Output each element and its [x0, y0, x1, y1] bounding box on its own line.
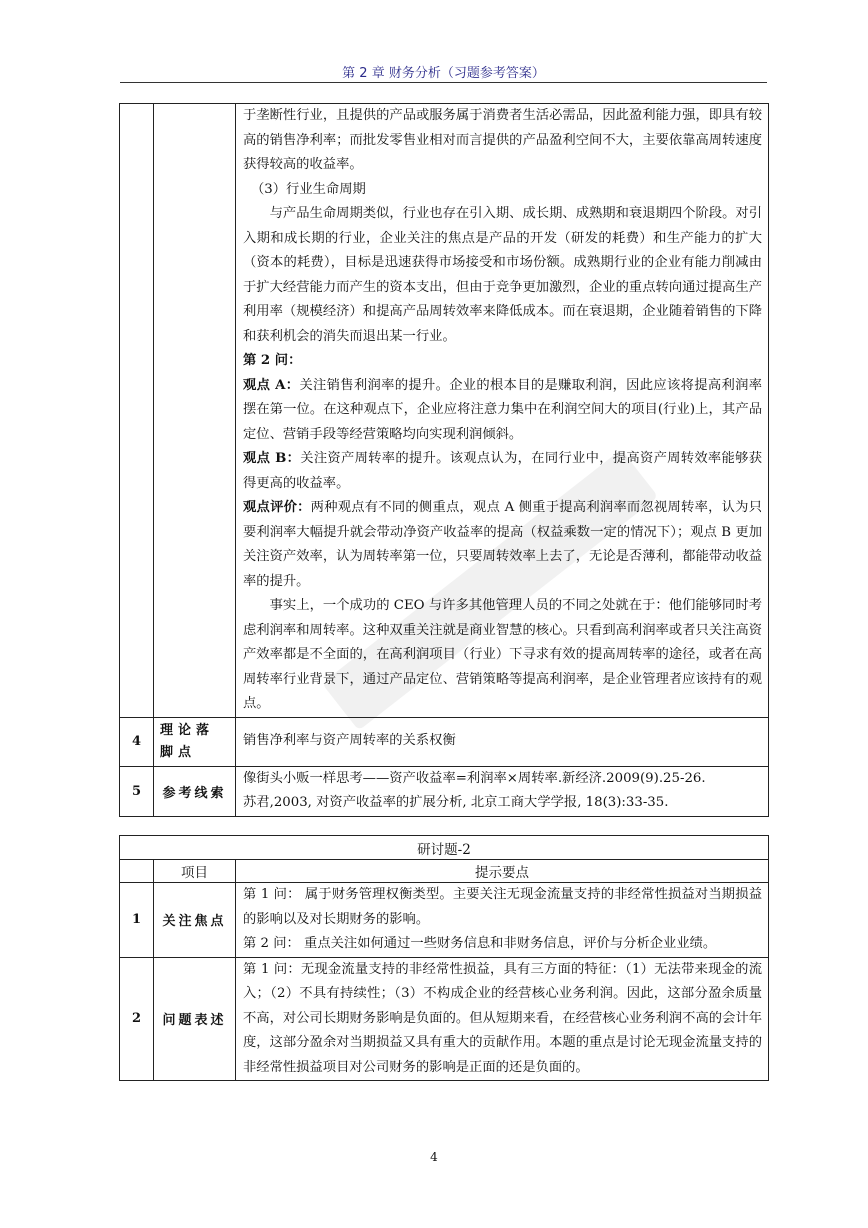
evaluation-label: 观点评价：	[243, 500, 311, 515]
header-empty	[120, 860, 154, 883]
reference-line: 像街头小贩一样思考——资产收益率=利润率×周转率.新经济.2009(9).25-26.	[243, 770, 706, 786]
table-title: 研讨题-2	[120, 836, 769, 860]
answer-table-1	[119, 103, 769, 817]
paragraph: 与产品生命周期类似，行业也存在引入期、成长期、成熟期和衰退期四个阶段。对引入期和成长期的行业，企业关注的焦点是产品的开发（研发的耗费）和生产能力的扩大（资本的耗费），目标是迅速获得市场接受和市场份额。成熟期行业的企业有能力削减由于扩大经营能力而产生的资本支出，但由于竞争更加激烈，企业的重点转向通过提高生产利用率（规模经济）和提高产品周转效率来降低成本。而在衰退期，企业随着销售的下降和获利机会的消失而退出某一行业。	[243, 206, 762, 344]
conclusion-paragraph: 事实上，一个成功的 CEO 与许多其他管理人员的不同之处就在于：他们能够同时考虑利润率和周转率。这种双重关注就是商业智慧的核心。只看到高利润率或者只关注高资产效率都是不全面的，在高利润项目（行业）下寻求有效的提高周转率的途径，或者在高周转率行业背景下，通过产品定位、营销策略等提高利润率，是企业管理者应该持有的观点。	[243, 598, 762, 711]
page-number: 4	[430, 1150, 438, 1164]
paragraph: 第 1 问： 属于财务管理权衡类型。主要关注无现金流量支持的非经常性损益对当期损益的影响以及对长期财务的影响。	[243, 887, 762, 927]
view-b-text: 关注资产周转率的提升。该观点认为，在同行业中，提高资产周转效率能够获得更高的收益率。	[243, 451, 763, 491]
row-content: 销售净利率与资产周转率的关系权衡	[236, 717, 769, 766]
row-content: 第 1 问：无现金流量支持的非经常性损益，具有三方面的特征：（1）无法带来现金的流入；（2）不具有持续性；（3）不构成企业的经营核心业务利润。因此，这部分盈余质量不高，对公司长期财务影响是负面的。但从短期来看，在经营核心业务利润不高的会计年度，这部分盈余对当期损益又具有重大的贡献作用。本题的重点是讨论无现金流量支持的非经常性损益项目对公司财务的影响是正面的还是负面的。	[236, 957, 769, 1081]
view-a-label: 观点 A：	[243, 377, 300, 393]
row-content	[236, 104, 769, 718]
header-item: 项目	[154, 860, 236, 883]
row-content	[236, 883, 769, 958]
row-number: 2	[120, 957, 154, 1081]
question-2-heading: 第 2 问：	[243, 353, 302, 368]
table-row-continued	[120, 104, 769, 718]
row-label: 关注焦点	[154, 883, 236, 958]
table-row-2	[120, 957, 769, 1081]
row-number-empty	[120, 104, 154, 718]
view-a-text: 关注销售利润率的提升。企业的根本目的是赚取利润，因此应该将提高利润率摆在第一位。在这种观点下，企业应将注意力集中在利润空间大的项目(行业)上，其产品定位、营销手段等经营策略均向实现利润倾斜。	[243, 377, 763, 442]
table-row-4	[120, 717, 769, 766]
row-label-empty	[154, 104, 236, 718]
row-label: 理论落脚点	[154, 717, 236, 766]
view-b-label: 观点 B：	[243, 451, 301, 466]
evaluation-text: 两种观点有不同的侧重点，观点 A 侧重于提高利润率而忽视周转率，认为只要利润率大幅提升就会带动净资产收益率的提高（权益乘数一定的情况下）；观点 B 更加关注资产效率，认为周转率第一位，只要周转效率上去了，无论是否薄利，都能带动收益率的提升。	[243, 500, 763, 589]
table-title-row	[120, 836, 769, 860]
row-content	[236, 766, 769, 816]
paragraph: 于垄断性行业，且提供的产品或服务属于消费者生活必需品，因此盈利能力强，即具有较高的销售净利率；而批发零售业相对而言提供的产品盈利空间不大，主要依靠高周转速度获得较高的收益率。	[243, 108, 762, 172]
row-label: 参考线索	[154, 766, 236, 816]
paragraph: （3）行业生命周期	[250, 181, 366, 197]
table-row-1	[120, 883, 769, 958]
view-b-paragraph	[243, 447, 762, 496]
reference-line: 苏君,2003, 对资产收益率的扩展分析, 北京工商大学学报, 18(3):33-35.	[243, 795, 669, 810]
row-number: 4	[120, 717, 154, 766]
view-a-paragraph	[243, 374, 762, 448]
row-number: 5	[120, 766, 154, 816]
discussion-table-2	[119, 835, 769, 1081]
page-header: 第 2 章 财务分析（习题参考答案）	[342, 66, 545, 81]
table-row-5	[120, 766, 769, 816]
row-number: 1	[120, 883, 154, 958]
table-header-row	[120, 860, 769, 883]
row-label: 问题表述	[154, 957, 236, 1081]
header-rule	[120, 82, 767, 83]
header-points: 提示要点	[236, 860, 769, 883]
evaluation-paragraph	[243, 496, 762, 594]
paragraph: 第 2 问： 重点关注如何通过一些财务信息和非财务信息，评价与分析企业业绩。	[243, 936, 717, 951]
